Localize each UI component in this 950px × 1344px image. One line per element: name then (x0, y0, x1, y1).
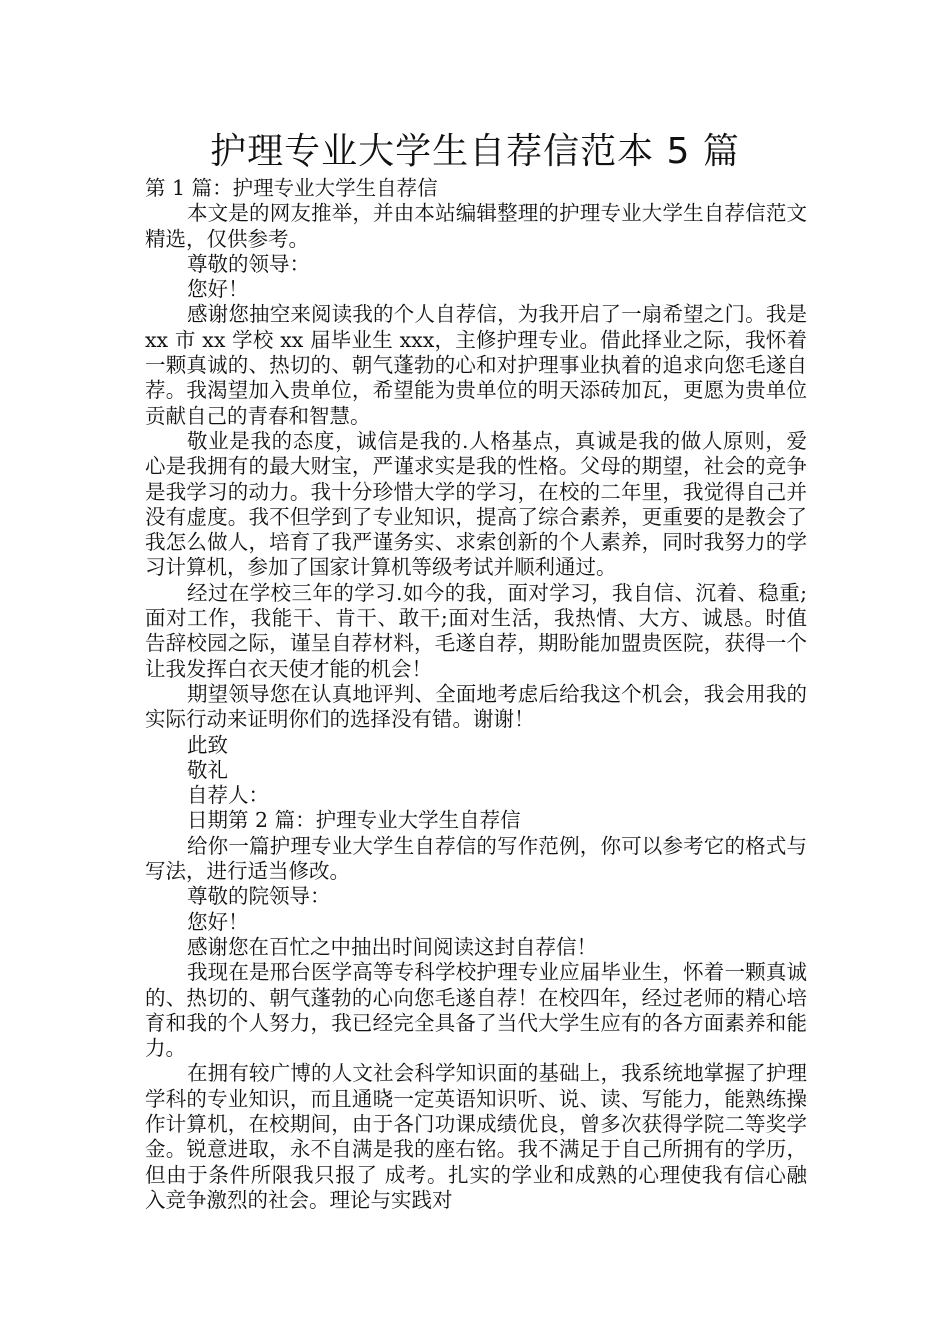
paragraph: 您好！ (187, 909, 249, 934)
paragraph: 尊敬的院领导： (187, 884, 331, 909)
paragraph: 本文是的网友推举，并由本站编辑整理的护理专业大学生自荐信范文精选，仅供参考。 (145, 201, 807, 251)
paragraph: 我现在是邢台医学高等专科学校护理专业应届毕业生，怀着一颗真诚的、热切的、朝气蓬勃的心向您毛遂自荐！在校四年，经过老师的精心培育和我的个人努力，我已经完全具备了当代大学生应有的各方面素养和能力。 (145, 960, 807, 1061)
paragraph: 感谢您在百忙之中抽出时间阅读这封自荐信！ (187, 934, 597, 959)
document-body (145, 176, 807, 1213)
paragraph: 此致 (187, 732, 228, 757)
document-title: 护理专业大学生自荐信范本 5 篇 (210, 131, 740, 172)
paragraph: 感谢您抽空来阅读我的个人自荐信，为我开启了一扇希望之门。我是 xx 市 xx 学校 xx 届毕业生 xxx，主修护理专业。借此择业之际，我怀着一颗真诚的、热切的、朝气蓬勃的心和对护理事业执着的追求向您毛遂自荐。我渴望加入贵单位，希望能为贵单位的明天添砖加瓦，更愿为贵单位贡献自己的青春和智慧。 (145, 302, 807, 428)
paragraph: 尊敬的领导： (187, 251, 310, 276)
paragraph: 敬礼 (187, 757, 228, 782)
paragraph: 给你一篇护理专业大学生自荐信的写作范例，你可以参考它的格式与写法，进行适当修改。 (145, 833, 807, 884)
paragraph: 在拥有较广博的人文社会科学知识面的基础上，我系统地掌握了护理学科的专业知识，而且通晓一定英语知识听、说、读、写能力，能熟练操作计算机，在校期间，由于各门功课成绩优良，曾多次获得学院二等奖学金。锐意进取，永不自满是我的座右铭。我不满足于自己所拥有的学历，但由于条件所限我只报了 成考。扎实的学业和成熟的心理使我有信心融入竞争激烈的社会。理论与实践对 (145, 1061, 807, 1212)
paragraph: 日期第 2 篇：护理专业大学生自荐信 (187, 808, 521, 833)
paragraph: 期望领导您在认真地评判、全面地考虑后给我这个机会，我会用我的实际行动来证明你们的选择没有错。谢谢！ (145, 681, 807, 732)
paragraph: 敬业是我的态度，诚信是我的.人格基点，真诚是我的做人原则，爱心是我拥有的最大财宝，严谨求实是我的性格。父母的期望，社会的竞争是我学习的动力。我十分珍惜大学的学习，在校的二年里，我觉得自己并没有虚度。我不但学到了专业知识，提高了综合素养，更重要的是教会了我怎么做人，培育了我严谨务实、求索创新的个人素养，同时我努力的学习计算机，参加了国家计算机等级考试并顺利通过。 (145, 428, 807, 580)
paragraph: 经过在学校三年的学习.如今的我，面对学习，我自信、沉着、稳重;面对工作，我能干、肯干、敢干;面对生活，我热情、大方、诚恳。时值告辞校园之际，谨呈自荐材料，毛遂自荐，期盼能加盟贵医院，获得一个让我发挥白衣天使才能的机会！ (145, 580, 807, 681)
paragraph: 您好！ (187, 277, 249, 302)
paragraph: 自荐人： (187, 783, 269, 808)
paragraph: 第 1 篇：护理专业大学生自荐信 (145, 176, 438, 200)
